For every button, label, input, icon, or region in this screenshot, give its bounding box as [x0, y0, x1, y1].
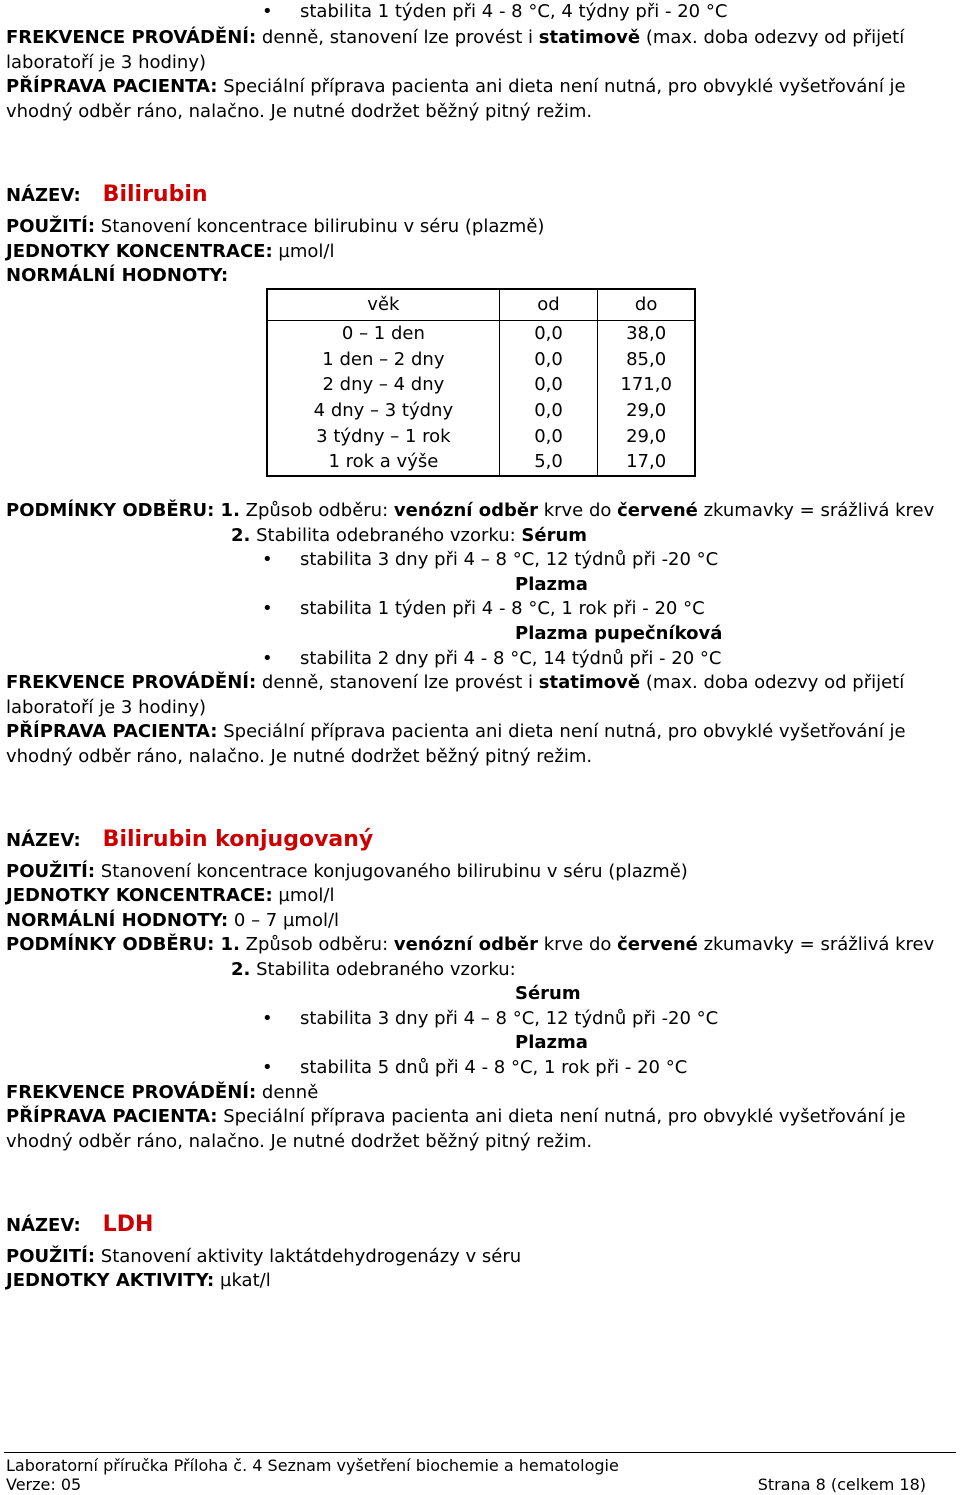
bullet-icon: •: [262, 598, 273, 619]
table-row: 1 den – 2 dny 0,0 85,0: [267, 347, 695, 373]
header-age: věk: [267, 289, 499, 321]
bullet-icon: •: [262, 648, 273, 669]
units-line: JEDNOTKY KONCENTRACE: µmol/l: [6, 241, 335, 262]
section-title: NÁZEV: Bilirubin konjugovaný: [6, 827, 374, 852]
preparation-line-cont: vhodný odběr ráno, nalačno. Je nutné dodržet běžný pitný režim.: [6, 101, 593, 122]
frequency-line: FREKVENCE PROVÁDĚNÍ: denně, stanovení lze provést i statimově (max. doba odezvy od přijetí: [6, 672, 905, 693]
sample-stability-line: 2. Stabilita odebraného vzorku: Sérum: [231, 525, 588, 546]
normal-values-line: NORMÁLNÍ HODNOTY: 0 – 7 µmol/l: [6, 910, 340, 931]
units-line: JEDNOTKY KONCENTRACE: µmol/l: [6, 885, 335, 906]
collection-conditions-line: PODMÍNKY ODBĚRU: 1. Způsob odběru: venózní odběr krve do červené zkumavky = srážlivá krev: [6, 934, 935, 955]
use-line: POUŽITÍ: Stanovení koncentrace bilirubinu v séru (plazmě): [6, 216, 545, 237]
frequency-line-cont: laboratoří je 3 hodiny): [6, 697, 206, 718]
table-row: 4 dny – 3 týdny 0,0 29,0: [267, 398, 695, 424]
plasma-stability: stabilita 5 dnů při 4 - 8 °C, 1 rok při - 20 °C: [300, 1057, 688, 1078]
use-line: POUŽITÍ: Stanovení koncentrace konjugovaného bilirubinu v séru (plazmě): [6, 861, 688, 882]
table-row: 2 dny – 4 dny 0,0 171,0: [267, 372, 695, 398]
bullet-icon: •: [262, 1, 273, 22]
frequency-line-cont: laboratoří je 3 hodiny): [6, 52, 206, 73]
stability-line: stabilita 1 týden při 4 - 8 °C, 4 týdny při - 20 °C: [300, 1, 728, 22]
sample-stability-line: 2. Stabilita odebraného vzorku:: [231, 959, 516, 980]
units-line: JEDNOTKY AKTIVITY: µkat/l: [6, 1270, 271, 1291]
footer-page-number: Strana 8 (celkem 18): [757, 1475, 926, 1494]
preparation-line: PŘÍPRAVA PACIENTA: Speciální příprava pacienta ani dieta není nutná, pro obvyklé vyšetřování je: [6, 721, 906, 742]
section-title: NÁZEV: Bilirubin: [6, 182, 208, 207]
footer-divider: [4, 1452, 956, 1453]
serum-stability: stabilita 3 dny při 4 – 8 °C, 12 týdnů při -20 °C: [300, 549, 719, 570]
header-to: do: [598, 289, 695, 321]
bullet-icon: •: [262, 1057, 273, 1078]
preparation-line: PŘÍPRAVA PACIENTA: Speciální příprava pacienta ani dieta není nutná, pro obvyklé vyšetřování je: [6, 1106, 906, 1127]
table-header-row: [267, 289, 695, 321]
preparation-line: PŘÍPRAVA PACIENTA: Speciální příprava pacienta ani dieta není nutná, pro obvyklé vyšetřování je: [6, 76, 906, 97]
section-title: NÁZEV: LDH: [6, 1212, 154, 1237]
footer-title: Laboratorní příručka Příloha č. 4 Seznam vyšetření biochemie a hematologie: [6, 1456, 619, 1475]
frequency-line: FREKVENCE PROVÁDĚNÍ: denně: [6, 1082, 319, 1103]
cord-plasma-stability: stabilita 2 dny při 4 - 8 °C, 14 týdnů při - 20 °C: [300, 648, 722, 669]
serum-label: Sérum: [515, 983, 581, 1004]
header-from: od: [499, 289, 598, 321]
plasma-label: Plazma: [515, 1032, 588, 1053]
table-row: 0 – 1 den 0,0 38,0: [267, 321, 695, 347]
cord-plasma-label: Plazma pupečníková: [515, 623, 723, 644]
table-row: 1 rok a výše 5,0 17,0: [267, 449, 695, 476]
bullet-icon: •: [262, 549, 273, 570]
collection-conditions-line: PODMÍNKY ODBĚRU: 1. Způsob odběru: venózní odběr krve do červené zkumavky = srážlivá krev: [6, 500, 935, 521]
plasma-stability: stabilita 1 týden při 4 - 8 °C, 1 rok při - 20 °C: [300, 598, 705, 619]
preparation-line-cont: vhodný odběr ráno, nalačno. Je nutné dodržet běžný pitný režim.: [6, 746, 593, 767]
table-row: 3 týdny – 1 rok 0,0 29,0: [267, 424, 695, 450]
preparation-line-cont: vhodný odběr ráno, nalačno. Je nutné dodržet běžný pitný režim.: [6, 1131, 593, 1152]
plasma-label: Plazma: [515, 574, 588, 595]
use-line: POUŽITÍ: Stanovení aktivity laktátdehydrogenázy v séru: [6, 1246, 522, 1267]
footer-version: Verze: 05: [6, 1475, 82, 1494]
frequency-line: FREKVENCE PROVÁDĚNÍ: denně, stanovení lze provést i statimově (max. doba odezvy od přijetí: [6, 27, 905, 48]
normal-values-table: [266, 288, 696, 477]
serum-stability: stabilita 3 dny při 4 – 8 °C, 12 týdnů při -20 °C: [300, 1008, 719, 1029]
normal-values-label: NORMÁLNÍ HODNOTY:: [6, 265, 229, 286]
bullet-icon: •: [262, 1008, 273, 1029]
